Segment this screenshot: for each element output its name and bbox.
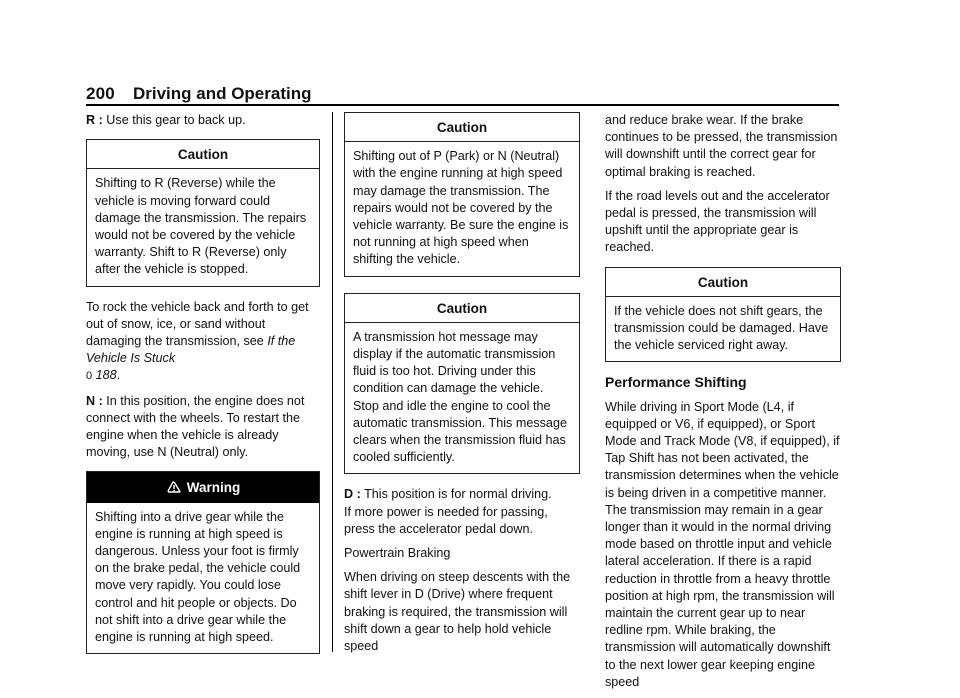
- gear-term-d: D :: [344, 487, 361, 502]
- caution-body: Shifting to R (Reverse) while the vehicle is moving forward could damage the transmission. The repairs would not be covered by the vehicle warranty. Shift to R (Reverse) only after the vehicle is stopped.: [95, 176, 307, 277]
- caution-box-reverse: [86, 139, 320, 286]
- page-header: [86, 84, 312, 104]
- column-divider: [332, 112, 333, 652]
- header-rule: [86, 104, 839, 106]
- caution-title: Caution: [345, 294, 579, 323]
- powertrain-braking-label: Powertrain Braking: [344, 546, 451, 561]
- warning-icon: [166, 480, 182, 496]
- gear-text-d: This position is for normal driving.: [364, 487, 552, 502]
- paragraph-rock: [86, 299, 320, 386]
- warning-box: [86, 471, 320, 654]
- column-1: [86, 112, 320, 666]
- caution-title: Caution: [606, 268, 840, 297]
- page-number: 200: [86, 84, 115, 103]
- warning-title-bar: [87, 472, 319, 502]
- performance-shifting-heading: Performance Shifting: [605, 374, 747, 391]
- caution-box-park: [344, 112, 580, 277]
- section-title: Driving and Operating: [132, 84, 312, 103]
- gear-term-n: N :: [86, 393, 103, 408]
- column-2: [344, 112, 580, 662]
- warning-body: Shifting into a drive gear while the engine is running at high speed is dangerous. Unless your foot is firmly on the brake pedal, the vehicle could move very rapidly. You could lose control and hit people or objects. Do not shift into a drive gear while the engine is running at high speed.: [95, 509, 301, 645]
- caution-body: If the vehicle does not shift gears, the transmission could be damaged. Have the vehicle serviced right away.: [614, 303, 829, 353]
- paragraph-d: [344, 486, 580, 503]
- caution-box-hot: [344, 293, 580, 475]
- paragraph-n: [86, 393, 320, 462]
- gear-term-r: R :: [86, 113, 103, 127]
- page-ref-icon: 0: [86, 370, 93, 383]
- performance-shifting-text: While driving in Sport Mode (L4, if equipped or V6, if equipped), or Sport Mode and Track Mode (V8, if equipped), if Tap Shift has not been activated, the transmission determines when the vehicle is being driven in a competitive manner. The transmission may remain in a gear longer than it would in the normal driving mode based on throttle input and vehicle lateral acceleration. If there is a rapid reduction in throttle from a heavy throttle position at high rpm, the transmission will maintain the current gear up to near redline rpm. While braking, the transmission will automatically downshift to the next lower gear keeping engine speed: [605, 399, 840, 689]
- cross-reference-page[interactable]: 188: [95, 368, 117, 383]
- rock-text: To rock the vehicle back and forth to get out of snow, ice, or sand without damaging the transmission, see: [86, 299, 309, 349]
- paragraph-continued: and reduce brake wear. If the brake continues to be pressed, the transmission will downshift until the correct gear for optimal braking is reached.: [605, 113, 838, 179]
- caution-box-shift: [605, 267, 841, 363]
- paragraph-r: [86, 112, 320, 129]
- caution-title: Caution: [87, 140, 319, 169]
- caution-title: Caution: [345, 113, 579, 142]
- warning-title: Warning: [186, 480, 241, 496]
- paragraph-d-power: If more power is needed for passing, press the accelerator pedal down.: [344, 504, 548, 536]
- gear-text-n: In this position, the engine does not connect with the wheels. To restart the engine when the vehicle is already moving, use N (Neutral) only.: [86, 393, 305, 460]
- gear-text-r: Use this gear to back up.: [106, 113, 246, 127]
- caution-body: A transmission hot message may display if the automatic transmission fluid is too hot. Driving under this condition can damage the vehicle. Stop and idle the engine to cool the automatic transmission. This message clears when the transmission fluid has cooled sufficiently.: [353, 329, 567, 465]
- caution-body: Shifting out of P (Park) or N (Neutral) with the engine running at high speed may damage the transmission. The repairs would not be covered by the vehicle warranty. Be sure the engine is not running at high speed when shifting the vehicle.: [353, 149, 569, 267]
- paragraph-road-levels: If the road levels out and the accelerator pedal is pressed, the transmission will upshift until the appropriate gear is reached.: [605, 188, 830, 255]
- rock-end: .: [116, 368, 121, 383]
- column-3: [605, 112, 841, 698]
- powertrain-braking-text: When driving on steep descents with the shift lever in D (Drive) where frequent braking is required, the transmission will shift down a gear to help hold vehicle speed: [344, 570, 571, 654]
- cross-reference-link[interactable]: If the Vehicle Is Stuck: [86, 334, 296, 366]
